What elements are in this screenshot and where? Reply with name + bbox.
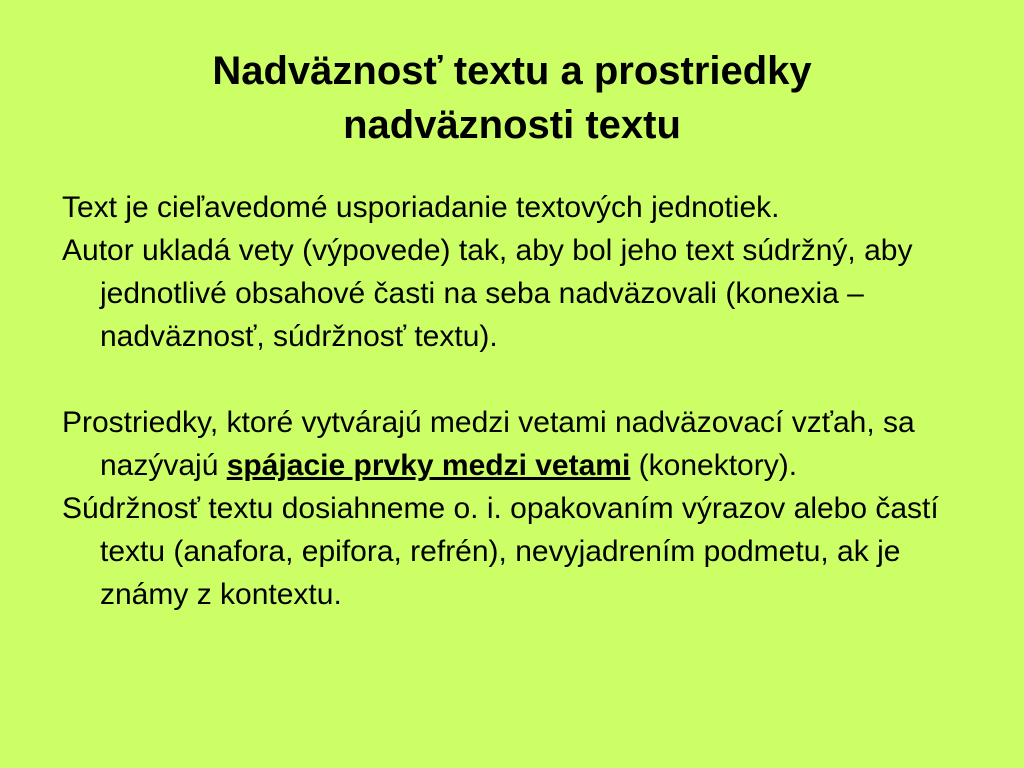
paragraph-connectors-before: Prostriedky, ktoré vytvárajú medzi vetami nadväzovací vzťah, sa nazývajú	[62, 406, 915, 482]
slide-title-line-1: Nadväznosť textu a prostriedky	[212, 49, 812, 93]
emphasized-term: spájacie prvky medzi vetami	[226, 449, 631, 482]
paragraph-cohesion-means: Súdržnosť textu dosiahneme o. i. opakovaním výrazov alebo častí textu (anafora, epifora, refrén), nevyjadrením podmetu, ak je známy z kontextu.	[62, 492, 939, 611]
paragraph-connectors-after: (konektory).	[630, 449, 798, 482]
slide-title	[112, 44, 912, 152]
paragraph-text-definition: Text je cieľavedomé usporiadanie textových jednotiek.	[62, 191, 780, 224]
paragraph-connectors	[62, 401, 962, 487]
slide-title-line-2: nadväznosti textu	[343, 103, 681, 147]
slide-body	[62, 186, 962, 616]
paragraph-spacer	[62, 358, 962, 401]
paragraph-author-cohesion: Autor ukladá vety (výpovede) tak, aby bol jeho text súdržný, aby jednotlivé obsahové časti na seba nadväzovali (konexia – nadväznosť, súdržnosť textu).	[62, 234, 913, 353]
